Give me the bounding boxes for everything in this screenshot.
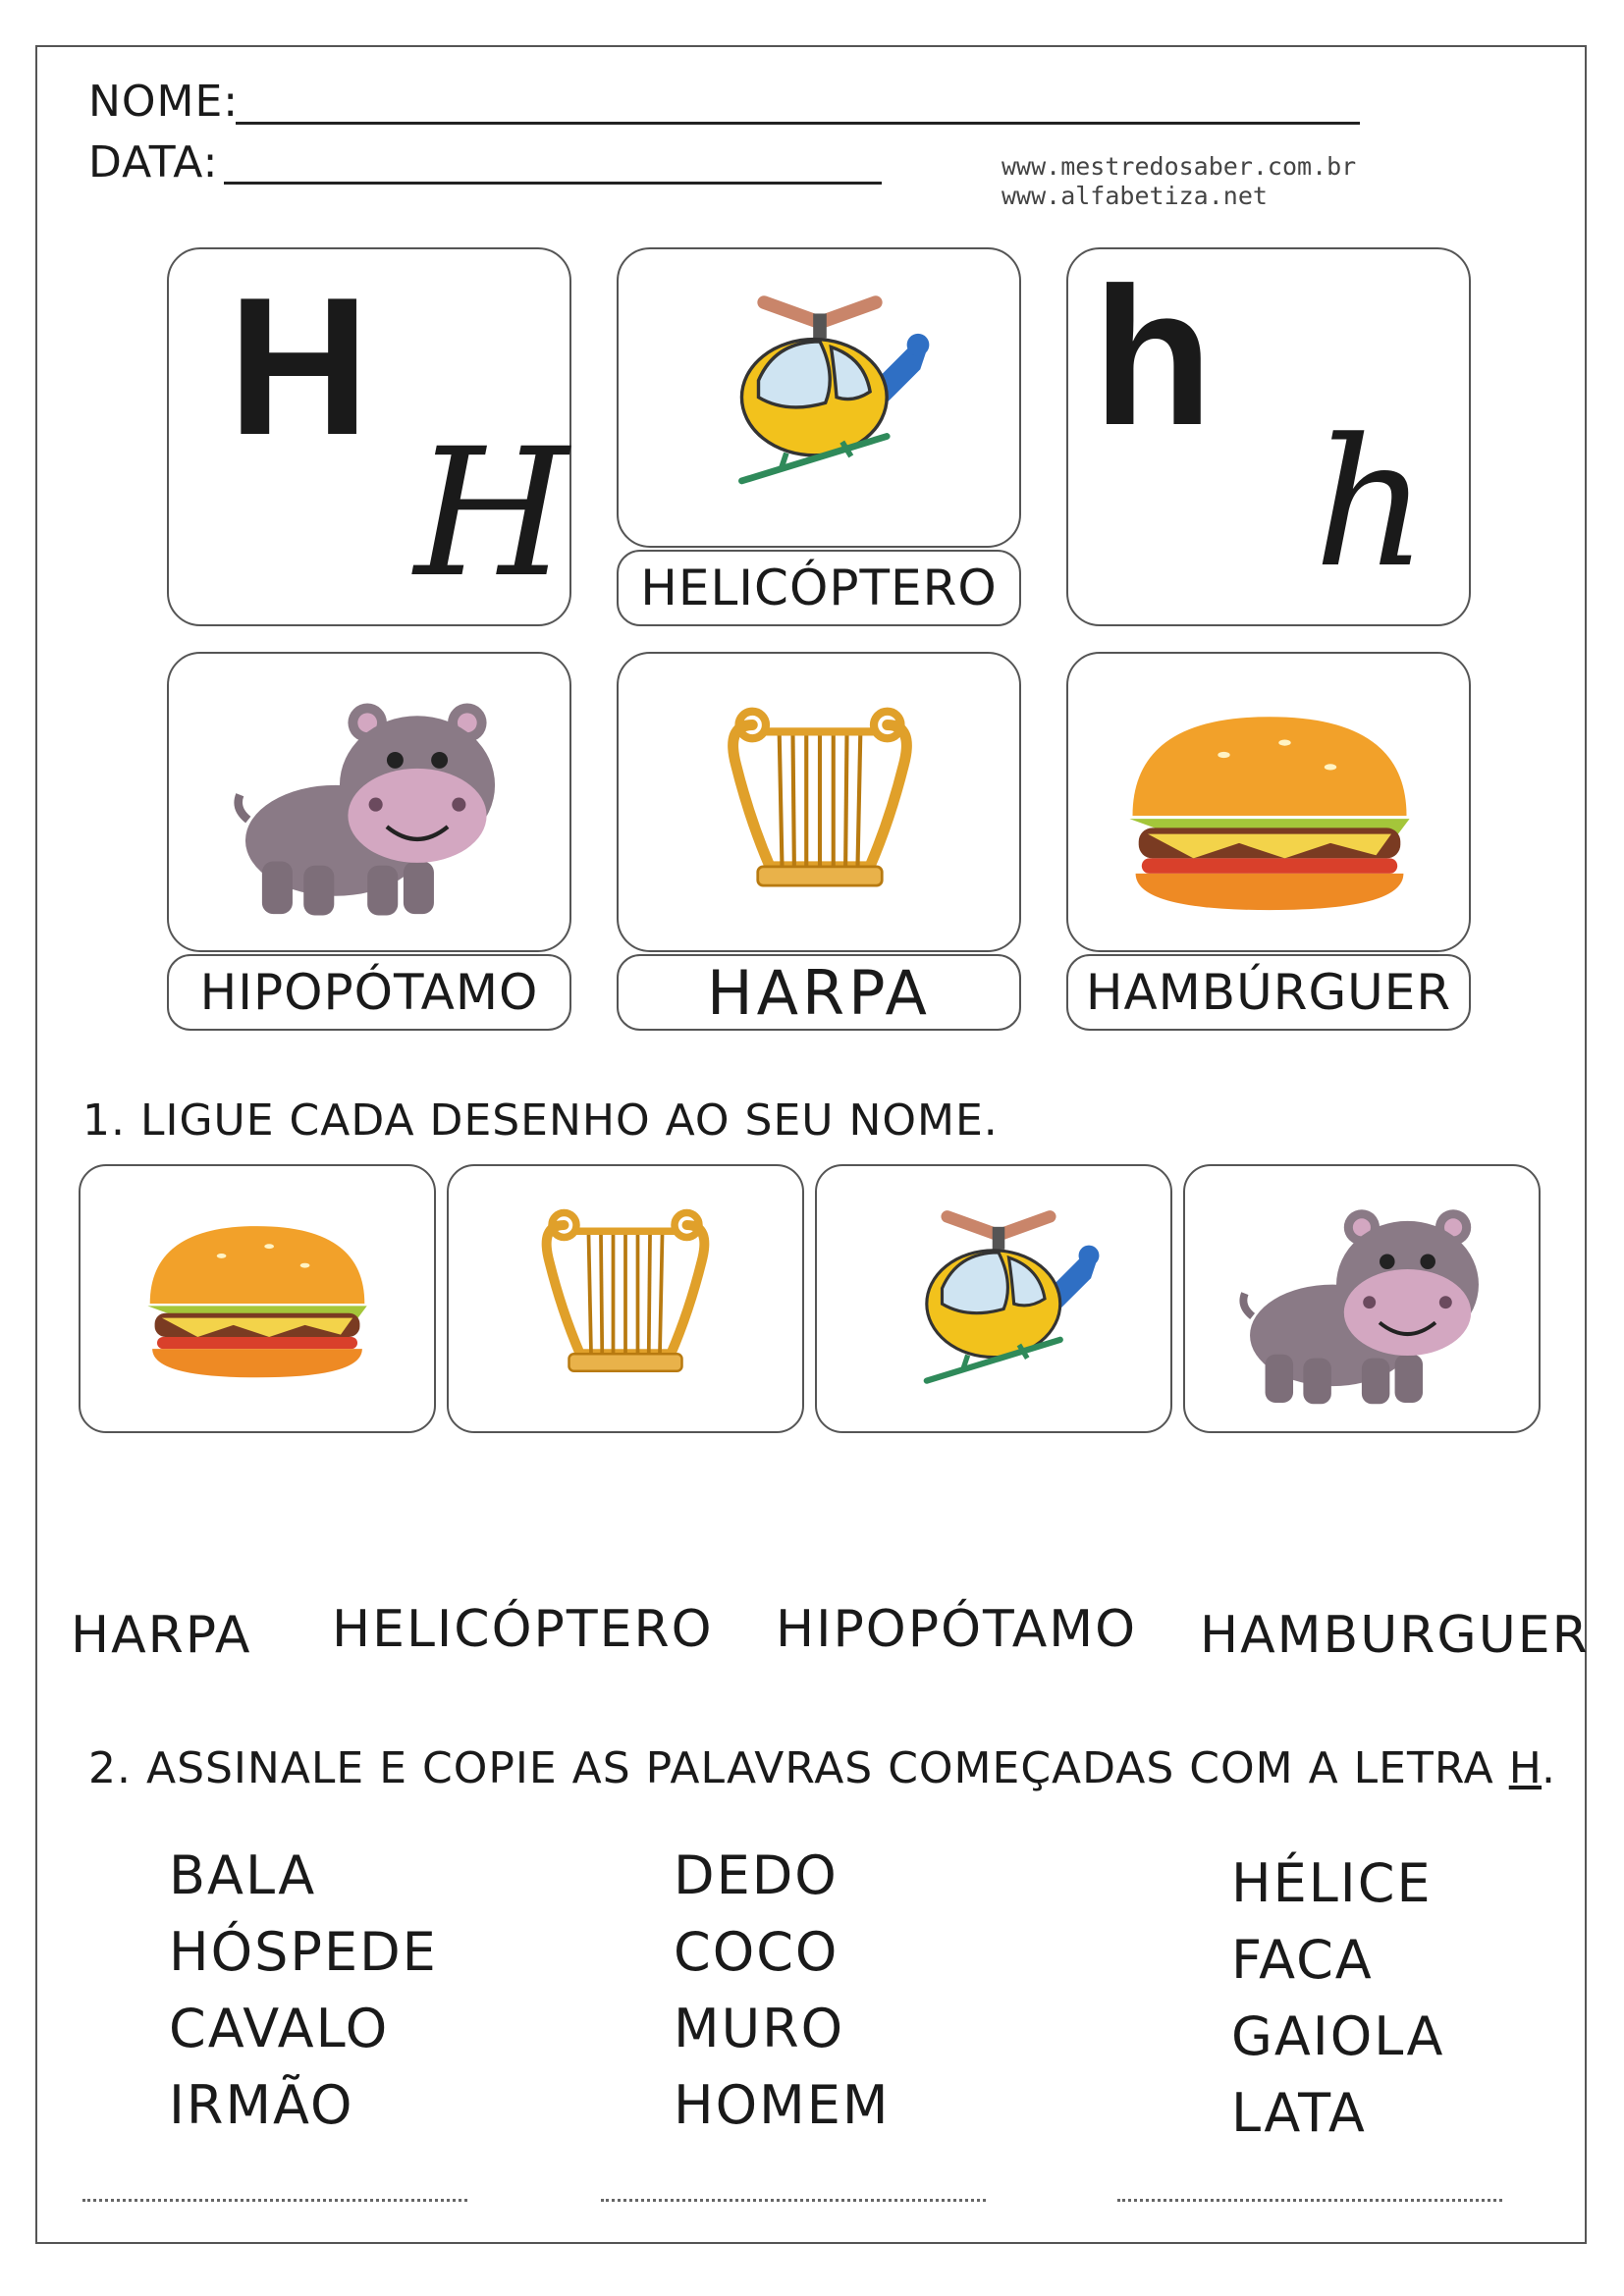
match-word-harpa[interactable]: HARPA (71, 1606, 252, 1665)
word-item[interactable]: COCO (674, 1921, 839, 1983)
match-picture-helicopter[interactable] (815, 1164, 1172, 1433)
helicopter-icon (886, 1205, 1111, 1392)
hamburger-icon (135, 1220, 380, 1387)
match-picture-hippo[interactable] (1183, 1164, 1541, 1433)
lowercase-cursive-letter: h (1314, 401, 1428, 607)
exercise2-instruction-text: 2. ASSINALE E COPIE AS PALAVRAS COMEÇADAS COM A LETRA (88, 1743, 1509, 1793)
exercise2-instruction-letter: H (1508, 1743, 1543, 1793)
word-item[interactable]: HOMEM (674, 2074, 891, 2136)
lowercase-print-letter: h (1093, 247, 1214, 466)
match-picture-hamburger[interactable] (79, 1164, 436, 1433)
harp-card (617, 652, 1021, 952)
copy-line-1[interactable] (82, 2199, 467, 2202)
word-item[interactable]: FACA (1231, 1929, 1374, 1991)
word-item[interactable]: CAVALO (169, 1998, 390, 2059)
word-item[interactable]: BALA (169, 1844, 317, 1906)
site-url-1: www.mestredosaber.com.br (1001, 152, 1357, 181)
word-column-2 (674, 1838, 890, 2144)
match-word-hamburguer[interactable]: HAMBURGUER (1200, 1606, 1590, 1665)
date-label: DATA: (88, 137, 219, 187)
copy-line-3[interactable] (1117, 2199, 1502, 2202)
exercise1-instruction: 1. LIGUE CADA DESENHO AO SEU NOME. (82, 1095, 999, 1146)
hippo-card (167, 652, 571, 952)
helicopter-card (617, 247, 1021, 548)
match-picture-harp[interactable] (447, 1164, 804, 1433)
hamburger-card (1066, 652, 1471, 952)
name-line[interactable] (236, 122, 1360, 125)
lowercase-letter-card (1066, 247, 1471, 626)
hippo-caption: HIPOPÓTAMO (167, 954, 571, 1031)
uppercase-print-letter: H (228, 257, 370, 476)
word-item[interactable]: HÓSPEDE (169, 1921, 438, 1983)
name-label: NOME: (88, 77, 240, 127)
exercise2-instruction (88, 1743, 1556, 1793)
word-item[interactable]: IRMÃO (169, 2074, 354, 2136)
word-column-1 (169, 1838, 438, 2144)
copy-line-2[interactable] (601, 2199, 986, 2202)
word-item[interactable]: HÉLICE (1231, 1852, 1433, 1914)
uppercase-letter-card (167, 247, 571, 626)
harp-caption: HARPA (617, 954, 1021, 1031)
hamburger-icon (1117, 708, 1422, 924)
hippo-icon (1234, 1196, 1494, 1412)
exercise2-instruction-end: . (1542, 1743, 1557, 1793)
word-item[interactable]: MURO (674, 1998, 845, 2059)
harp-icon (712, 698, 928, 914)
date-line[interactable] (224, 182, 882, 185)
word-item[interactable]: DEDO (674, 1844, 839, 1906)
word-item[interactable]: LATA (1231, 2082, 1367, 2144)
helicopter-caption: HELICÓPTERO (617, 550, 1021, 626)
uppercase-cursive-letter: H (414, 411, 568, 616)
helicopter-icon (697, 289, 943, 495)
harp-icon (527, 1201, 724, 1397)
match-word-helicoptero[interactable]: HELICÓPTERO (332, 1600, 714, 1659)
word-item[interactable]: GAIOLA (1231, 2005, 1445, 2067)
word-column-3 (1231, 1845, 1444, 2152)
site-url-2: www.alfabetiza.net (1001, 182, 1268, 210)
match-word-hipopotamo[interactable]: HIPOPÓTAMO (776, 1600, 1138, 1659)
hamburger-caption: HAMBÚRGUER (1066, 954, 1471, 1031)
hippo-icon (228, 688, 513, 924)
